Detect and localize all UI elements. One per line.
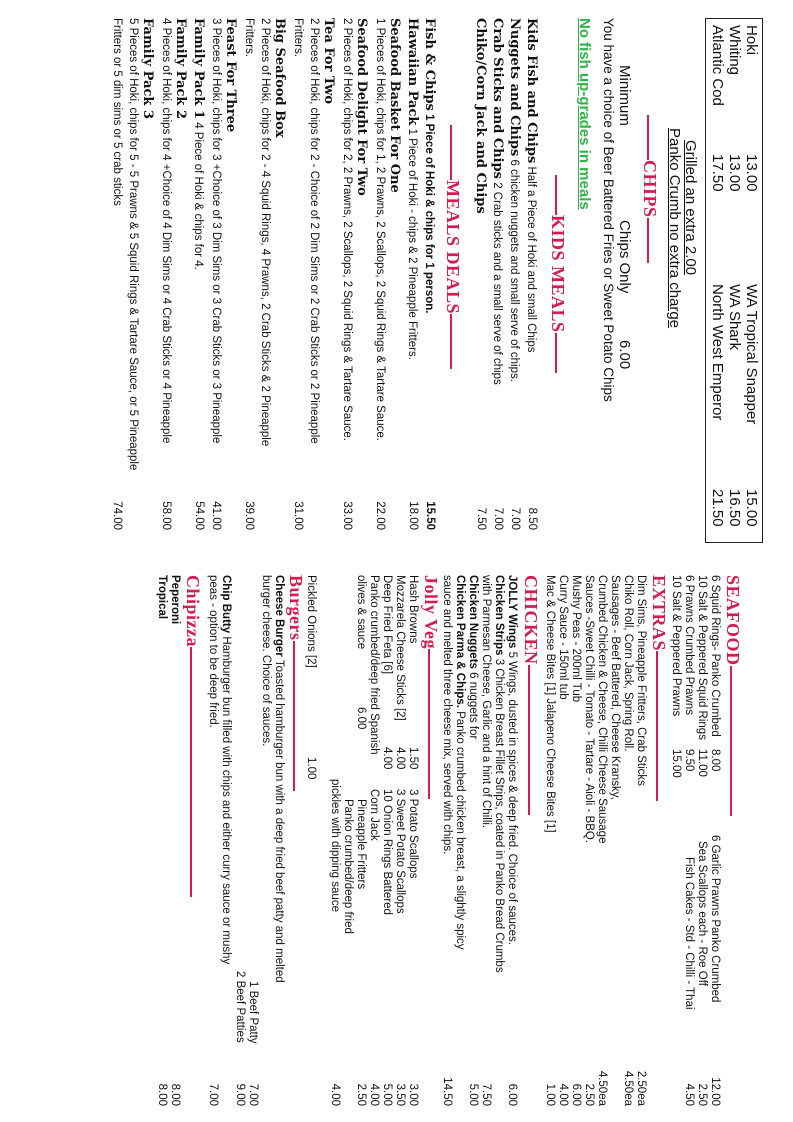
item-name: Crab Sticks and Chips xyxy=(490,18,505,179)
item-price: 8.00 xyxy=(156,1083,168,1106)
item-desc: 5 Wings, dusted in spices & deep fried. Choice of sauces. xyxy=(506,651,518,946)
burger-item xyxy=(219,575,232,964)
item-desc: Hamburger bun filled with chips and either curry sauce or mushy xyxy=(220,636,232,965)
extras-item: Sauces -Sweet Chilli - Tomato - Tartare - Aioli - BBQ. xyxy=(583,575,595,844)
seafood-item: 10 Salt & Peppered Prawns xyxy=(670,575,682,717)
item-price: 31.00 xyxy=(292,501,304,530)
fish-price-box xyxy=(705,18,763,543)
chips-choice-note: You have a choice of Beer Battered Fries or Sweet Potato Chips xyxy=(601,18,616,402)
item-name: Chicken Nuggets xyxy=(467,575,479,669)
veg-price: 5.00 xyxy=(381,1083,393,1106)
extras-price: 4.50ea xyxy=(622,1070,634,1106)
item-name: Chicken Strips xyxy=(493,575,505,656)
item-name: Tea For Two xyxy=(321,18,336,105)
fish-name: Hoki xyxy=(743,25,760,56)
chipizza-heading-row xyxy=(182,575,203,897)
item-desc: Toasted hamburger bun with a deep fried beef patty and melted xyxy=(273,659,285,983)
item-price: 7.50 xyxy=(475,507,487,530)
item-desc: 3 Chicken Breast Fillet Strips, coated in Panko Bread Crumbs xyxy=(493,658,505,973)
seafood-price: 11.00 xyxy=(696,749,708,777)
veg-item: 3 Potato Scallops xyxy=(407,789,419,879)
item-desc: 1 Beef Patty xyxy=(247,981,259,1044)
divider xyxy=(450,125,452,180)
item-price: 7.50 xyxy=(480,1083,492,1106)
item-desc: 1 Pieces of Hoki, chips for 1, 2 Prawns, 2 Scallops, 2 Squid Rings & Tartare Sauce. xyxy=(374,18,386,441)
divider xyxy=(555,175,557,215)
item-name: Family Pack 3 xyxy=(140,18,155,119)
deal-item xyxy=(191,18,205,270)
item-name: Hawaiian Pack xyxy=(405,18,420,126)
seafood-item: 6 Garlic Prawns Panko Crumbed xyxy=(709,835,721,1003)
seafood-heading-row xyxy=(722,575,743,816)
extras-item: Crumbed Chicken & Cheese, Chilli Cheese Sausage xyxy=(596,575,608,844)
divider xyxy=(293,641,295,791)
veg-price: 4.00 xyxy=(394,747,406,770)
veg-item: pickles with dipping sauce xyxy=(329,779,341,912)
veg-price: 3.00 xyxy=(407,1083,419,1106)
chicken-item xyxy=(466,575,479,739)
item-price: 15.50 xyxy=(424,501,436,530)
item-desc: Fritters. xyxy=(292,18,304,57)
kids-item xyxy=(507,18,521,382)
divider xyxy=(428,649,430,799)
item-price: 41.00 xyxy=(210,501,222,530)
meals-deals-heading-row xyxy=(442,125,463,369)
veg-item: Deep Fried Feta [6] xyxy=(381,575,393,675)
item-name: Big Seafood Box xyxy=(272,18,287,138)
item-price: 54.00 xyxy=(193,501,205,530)
seafood-item: Fish Cakes - Std - Chilli - Thai xyxy=(683,857,695,1010)
extras-price: 2.50ea xyxy=(635,1070,647,1106)
chicken-item xyxy=(453,575,466,950)
fish-price: 17.50 xyxy=(709,154,726,192)
seafood-price: 12.00 xyxy=(709,1077,721,1106)
veg-price: 3.50 xyxy=(394,1083,406,1106)
kids-item xyxy=(524,18,538,352)
deal-item xyxy=(422,18,436,313)
seafood-price: 4.50 xyxy=(683,1083,695,1106)
item-name: Seafood Basket For One xyxy=(387,18,402,193)
divider xyxy=(190,647,192,897)
chicken-heading-row xyxy=(520,575,541,815)
item-desc: with Parmesan Cheese, Garlic and a hint of Chilli. xyxy=(480,575,492,829)
item-name: Family Pack 1 xyxy=(191,18,206,119)
fish-price: 21.50 xyxy=(709,489,726,527)
fish-price: 15.00 xyxy=(743,489,760,527)
seafood-price: 9.50 xyxy=(683,749,695,772)
item-desc: burger cheese. Choice of sauces. xyxy=(260,575,272,747)
veg-price: 4.00 xyxy=(329,1083,341,1106)
item-price: 7.00 xyxy=(207,1083,219,1106)
fish-name: Whiting xyxy=(726,25,743,76)
fish-price: 13.00 xyxy=(743,154,760,192)
chicken-item xyxy=(492,575,505,973)
item-price: 8.00 xyxy=(169,1083,181,1106)
item-price: 9.00 xyxy=(234,1083,246,1106)
kids-item xyxy=(490,18,504,385)
item-price: 7.00 xyxy=(247,1083,259,1106)
pickled-onions-item: Pickled Onions [2] xyxy=(305,575,317,668)
item-name: Chip Butty xyxy=(220,575,232,634)
chipizza-item: Peperoni xyxy=(169,575,181,625)
divider xyxy=(450,314,452,369)
chips-minimum-label: Minimum xyxy=(616,65,633,126)
item-price: 7.00 xyxy=(492,507,504,530)
meals-deals-heading: MEALS DEALS xyxy=(443,180,463,315)
extras-price: 1.00 xyxy=(544,1083,556,1106)
fish-name: North West Emperor xyxy=(709,284,726,421)
chips-only-price: 6.00 xyxy=(616,340,633,370)
item-desc: Fritters or 5 dim sims or 5 crab sticks xyxy=(111,18,123,206)
chipizza-item: Tropical xyxy=(156,575,168,620)
chips-heading-row xyxy=(639,115,660,263)
item-desc: 2 Crab sticks and a small serve of chips xyxy=(491,182,503,385)
extras-price: 2.50 xyxy=(583,1083,595,1106)
veg-item: Hash Browns xyxy=(407,575,419,644)
divider xyxy=(656,651,658,801)
item-desc: 5 Pieces of Hoki, chips for 5 - 5 Prawns & 5 Squid Rings & Tartare Sauce, or 5 Pineapple xyxy=(127,18,139,471)
item-desc: peas - option to be deep fried. xyxy=(207,575,219,728)
burgers-heading: Burgers xyxy=(286,575,306,641)
chipizza-heading: Chipizza xyxy=(183,575,203,648)
item-name: Chiko/Corn Jack and Chips xyxy=(473,18,488,214)
veg-price: 2.50 xyxy=(355,1083,367,1106)
grilled-note: Grilled an extra 2.00 xyxy=(682,140,699,276)
fish-price: 16.50 xyxy=(726,489,743,527)
item-name: Chicken Parma & Chips. xyxy=(454,575,466,708)
burgers-heading-row xyxy=(285,575,306,791)
divider xyxy=(647,218,649,263)
pickled-onions-price: 1.00 xyxy=(305,757,317,780)
kids-item xyxy=(473,18,487,214)
extras-item: Curry Sauce - 150ml tub xyxy=(557,575,569,700)
item-price: 39.00 xyxy=(243,501,255,530)
item-name: Kids Fish and Chips xyxy=(524,18,539,164)
extras-item: Dim Sims, Pineapple Fritters, Crab Sticks xyxy=(635,575,647,786)
item-desc: sauce and melted three cheese mix, served with chips. xyxy=(441,575,453,855)
item-desc: 2 Pieces of Hoki, chips for 2, 2 Prawns, 2 Scallops, 2 Squid Rings & Tartare Sauce. xyxy=(341,18,353,441)
item-name: Cheese Burger xyxy=(273,575,285,657)
veg-item: Mozzarela Cheese Sticks [2] xyxy=(394,575,406,721)
item-price: 14.50 xyxy=(441,1077,453,1106)
item-name: JOLLY Wings xyxy=(506,575,518,649)
divider xyxy=(528,665,530,815)
item-desc: 1 Piece of Hoki - chips & 2 Pineapple Fritters. xyxy=(406,128,418,360)
veg-item: Panko crumbed/deep fried Spanish xyxy=(368,575,380,755)
seafood-heading: SEAFOOD xyxy=(723,575,743,666)
seafood-item: Sea Scallops each - Roe Off xyxy=(696,841,708,986)
item-desc: 1 Piece of Hoki & chips for 1 person. xyxy=(423,114,435,314)
item-desc: 6 chicken nuggets and small serve of chips. xyxy=(508,159,520,382)
panko-note: Panko Crumb no extra charge xyxy=(666,128,683,329)
kids-meals-heading: KIDS MEALS xyxy=(548,215,568,333)
seafood-price: 2.50 xyxy=(696,1083,708,1106)
item-price: 74.00 xyxy=(111,501,123,530)
menu-right-column xyxy=(0,561,793,1122)
item-price: 22.00 xyxy=(374,501,386,530)
chips-heading: CHIPS xyxy=(640,160,660,218)
item-price: 58.00 xyxy=(160,501,172,530)
item-desc: 2 Beef Patties xyxy=(234,971,246,1043)
fish-name: WA Tropical Snapper xyxy=(743,284,760,425)
item-price: 7.00 xyxy=(509,507,521,530)
deal-item xyxy=(405,18,419,360)
divider xyxy=(647,115,649,160)
chips-only-label: Chips Only xyxy=(616,220,633,294)
item-name: Fish & Chips xyxy=(422,18,437,111)
item-price: 8.50 xyxy=(526,507,538,530)
seafood-price: 15.00 xyxy=(670,749,682,778)
item-desc: Fritters. xyxy=(243,18,255,57)
veg-item: olives & sauce xyxy=(355,575,367,650)
extras-heading: EXTRAS xyxy=(649,575,669,652)
veg-item: 10 Onion Rings Battered xyxy=(381,789,393,915)
item-name: Feast For Three xyxy=(223,18,238,133)
kids-meals-heading-row xyxy=(547,175,568,373)
item-price: 5.00 xyxy=(467,1083,479,1106)
veg-item: Pineapple Fritters xyxy=(355,799,367,890)
extras-item: Mushy Peas - 200ml Tub xyxy=(570,575,582,703)
item-name: Nuggets and Chips xyxy=(507,18,522,157)
seafood-price: 8.00 xyxy=(709,749,721,772)
item-desc: Half a Piece of Hoki and small Chips xyxy=(525,166,537,353)
fish-price: 13.00 xyxy=(726,154,743,192)
seafood-item: 10 Salt & Peppered Squid Rings xyxy=(696,575,708,740)
extras-heading-row xyxy=(648,575,669,801)
divider xyxy=(730,666,732,816)
veg-item: Corn Jack xyxy=(368,789,380,841)
extras-price: 6.00 xyxy=(570,1083,582,1106)
extras-item: Sausages - Beef Battered, Cheese Kransky, xyxy=(609,575,621,800)
jolly-veg-heading-row xyxy=(420,575,441,799)
veg-price: 4.00 xyxy=(381,747,393,770)
no-fish-upgrades-note: No fish up-grades in meals xyxy=(576,18,593,210)
chicken-heading: CHICKEN xyxy=(521,575,541,665)
seafood-item: 6 Prawns Crumbed Prawns xyxy=(683,575,695,715)
veg-price: 6.00 xyxy=(355,707,367,730)
fish-name: WA Shark xyxy=(726,284,743,351)
veg-price: 4.00 xyxy=(368,1083,380,1106)
extras-price: 4.50ea xyxy=(596,1070,608,1106)
item-price: 33.00 xyxy=(341,501,353,530)
item-desc: 2 Pieces of Hoki, chips for 2 - Choice of 2 Dim Sims or 2 Crab Sticks or 2 Pineapple xyxy=(308,18,320,444)
veg-item: Panko crumbed/deep fried xyxy=(342,799,354,934)
item-desc: Panko crumbed chicken breast, a slightly spicy xyxy=(454,711,466,950)
extras-price: 4.00 xyxy=(557,1083,569,1106)
item-desc: 4 Pieces of Hoki, chips for 4 +Choice of 4 Dim Sims or 4 Crab Sticks or 4 Pineapple xyxy=(160,18,172,444)
extras-item: Chiko Roll, Corn Jack, Spring Roll. xyxy=(622,575,634,752)
item-desc: 6 nuggets for xyxy=(467,672,479,740)
extras-item: Mac & Cheese Bites [1] Jalapeno Cheese Bites [1] xyxy=(544,575,556,833)
jolly-veg-heading: Jolly Veg xyxy=(421,575,441,650)
veg-item: 3 Sweet Potato Scallops xyxy=(394,789,406,914)
divider xyxy=(555,333,557,373)
seafood-item: 6 Squid Rings- Panko Crumbed xyxy=(709,575,721,737)
item-price: 18.00 xyxy=(407,501,419,530)
burger-item xyxy=(272,575,285,983)
item-desc: 3 Pieces of Hoki, chips for 3 +Choice of 3 Dim Sims or 3 Crab Sticks or 3 Pineapple xyxy=(210,18,222,444)
chicken-item xyxy=(505,575,518,945)
veg-price: 1.50 xyxy=(407,747,419,770)
item-price: 6.00 xyxy=(506,1083,518,1106)
item-desc: 2 Pieces of Hoki, chips for 2 - 4 Squid Rings, 4 Prawns, 2 Crab Sticks & 2 Pineapple xyxy=(259,18,271,447)
fish-name: Atlantic Cod xyxy=(709,25,726,106)
item-desc: 4 Piece of Hoki & chips for 4. xyxy=(192,122,204,270)
item-name: Family Pack 2 xyxy=(173,18,188,119)
item-name: Seafood Delight For Two xyxy=(354,18,369,196)
